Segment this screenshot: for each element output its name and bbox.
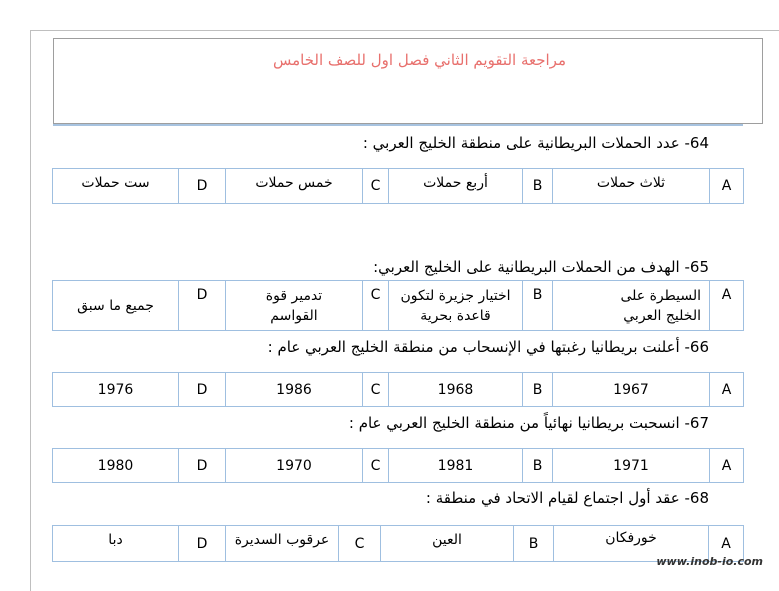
options-table-68 [52,525,744,562]
option-d-text[interactable]: 1976 [53,373,179,407]
option-b-letter[interactable]: B [514,526,554,562]
option-c-text[interactable]: عرقوب السديرة [226,526,339,562]
question-66: 66- أعلنت بريطانيا رغبتها في الإنسحاب من منطقة الخليج العربي عام : [267,338,709,356]
option-a-text[interactable]: 1967 [553,373,710,407]
options-table-65 [52,280,744,331]
title-box [53,38,763,124]
watermark: www.inob-io.com [656,555,763,568]
options-table-67 [52,448,744,483]
option-d-text[interactable]: ست حملات [53,169,179,204]
option-b-letter[interactable]: B [523,373,553,407]
option-b-letter[interactable]: B [523,169,553,204]
option-c-text[interactable]: 1970 [226,449,363,483]
option-a-letter[interactable]: A [709,526,744,562]
option-d-letter[interactable]: D [179,449,226,483]
option-d-text[interactable]: جميع ما سبق [53,281,179,331]
option-a-text[interactable]: السيطرة على الخليج العربي [553,281,710,331]
option-c-letter[interactable]: C [363,281,389,331]
page-title: مراجعة التقويم الثاني فصل اول للصف الخامس [273,51,566,69]
option-b-text[interactable]: أربع حملات [389,169,523,204]
option-c-letter[interactable]: C [363,373,389,407]
option-a-text[interactable]: ثلاث حملات [553,169,710,204]
option-a-text[interactable]: 1971 [553,449,710,483]
option-d-letter[interactable]: D [179,373,226,407]
option-b-text[interactable]: العين [381,526,514,562]
option-b-text[interactable]: اختيار جزيرة لتكون قاعدة بحرية [389,281,523,331]
option-c-text[interactable]: تدمير قوة القواسم [226,281,363,331]
options-table-66 [52,372,744,407]
option-d-letter[interactable]: D [179,281,226,331]
options-table-64 [52,168,744,204]
question-67: 67- انسحبت بريطانيا نهائياً من منطقة الخليج العربي عام : [348,414,709,432]
option-b-text[interactable]: 1981 [389,449,523,483]
option-c-letter[interactable]: C [339,526,381,562]
option-d-text[interactable]: 1980 [53,449,179,483]
option-d-text[interactable]: دبا [53,526,179,562]
title-underline [53,124,743,126]
option-b-letter[interactable]: B [523,281,553,331]
option-b-text[interactable]: 1968 [389,373,523,407]
option-d-letter[interactable]: D [179,169,226,204]
option-a-letter[interactable]: A [710,281,744,331]
question-68: 68- عقد أول اجتماع لقيام الاتحاد في منطقة : [425,489,709,507]
option-a-letter[interactable]: A [710,169,744,204]
option-c-text[interactable]: خمس حملات [226,169,363,204]
option-c-letter[interactable]: C [363,169,389,204]
option-a-letter[interactable]: A [710,449,744,483]
option-c-letter[interactable]: C [363,449,389,483]
option-b-letter[interactable]: B [523,449,553,483]
option-a-letter[interactable]: A [710,373,744,407]
option-d-letter[interactable]: D [179,526,226,562]
question-64: 64- عدد الحملات البريطانية على منطقة الخليج العربي : [362,134,709,152]
question-65: 65- الهدف من الحملات البريطانية على الخليج العربي: [373,258,709,276]
option-a-text[interactable]: خورفكان [554,526,709,562]
option-c-text[interactable]: 1986 [226,373,363,407]
